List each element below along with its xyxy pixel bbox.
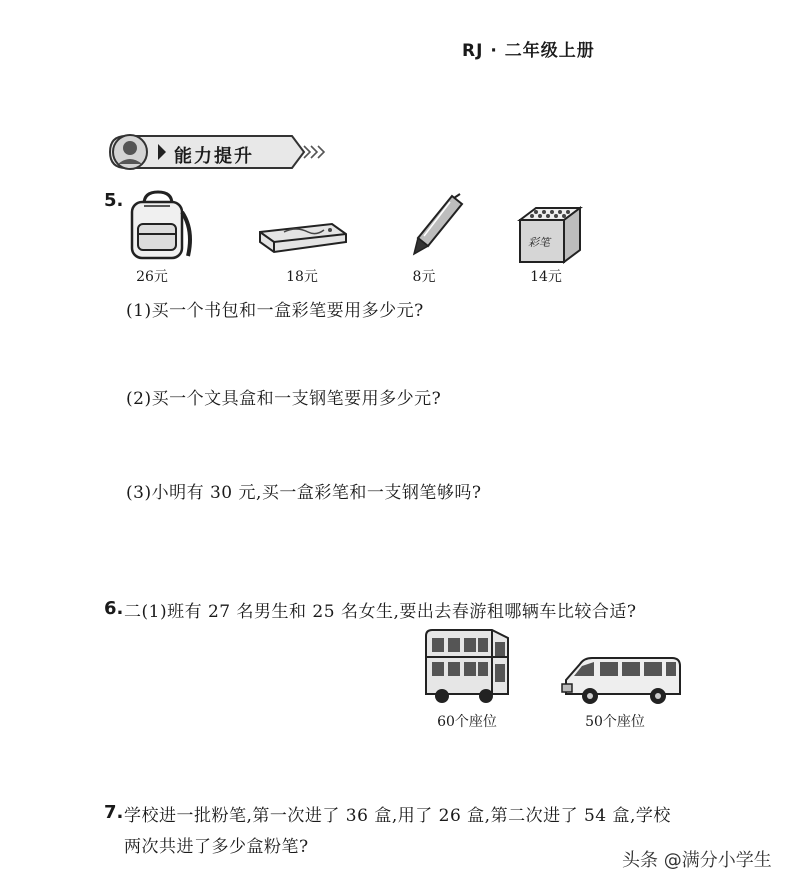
bus-caption: 60个座位 (437, 714, 497, 730)
question-6-number: 6. (104, 598, 124, 619)
van-caption: 50个座位 (585, 714, 645, 730)
color-pens-box-icon (516, 204, 584, 264)
van-icon (560, 654, 686, 706)
question-5-part-1: (1)买一个书包和一盒彩笔要用多少元? (126, 301, 424, 321)
pencil-case-price: 18元 (286, 269, 318, 285)
pen-price: 8元 (412, 269, 436, 285)
section-banner (104, 130, 334, 174)
box-label: 彩笔 (528, 236, 550, 249)
question-7-number: 7. (104, 802, 124, 823)
question-5-part-3: (3)小明有 30 元,买一盒彩笔和一支钢笔够吗? (126, 483, 482, 503)
question-5-part-2: (2)买一个文具盒和一支钢笔要用多少元? (126, 389, 442, 409)
double-decker-bus-icon (422, 628, 512, 704)
pen-icon (406, 192, 466, 258)
page-header: RJ · 二年级上册 (462, 41, 595, 61)
question-6-text: 二(1)班有 27 名男生和 25 名女生,要出去春游租哪辆车比较合适? (124, 602, 637, 622)
backpack-icon (122, 190, 196, 262)
question-7-line-1: 学校进一批粉笔,第一次进了 36 盒,用了 26 盒,第二次进了 54 盒,学校 (124, 806, 671, 826)
color-pens-price: 14元 (530, 269, 562, 285)
watermark: 头条 @满分小学生 (622, 850, 772, 871)
banner-label: 能力提升 (174, 146, 254, 167)
question-5-number: 5. (104, 190, 124, 211)
backpack-price: 26元 (136, 269, 168, 285)
pencil-case-icon (254, 218, 350, 258)
question-7-line-2: 两次共进了多少盒粉笔? (124, 837, 309, 857)
